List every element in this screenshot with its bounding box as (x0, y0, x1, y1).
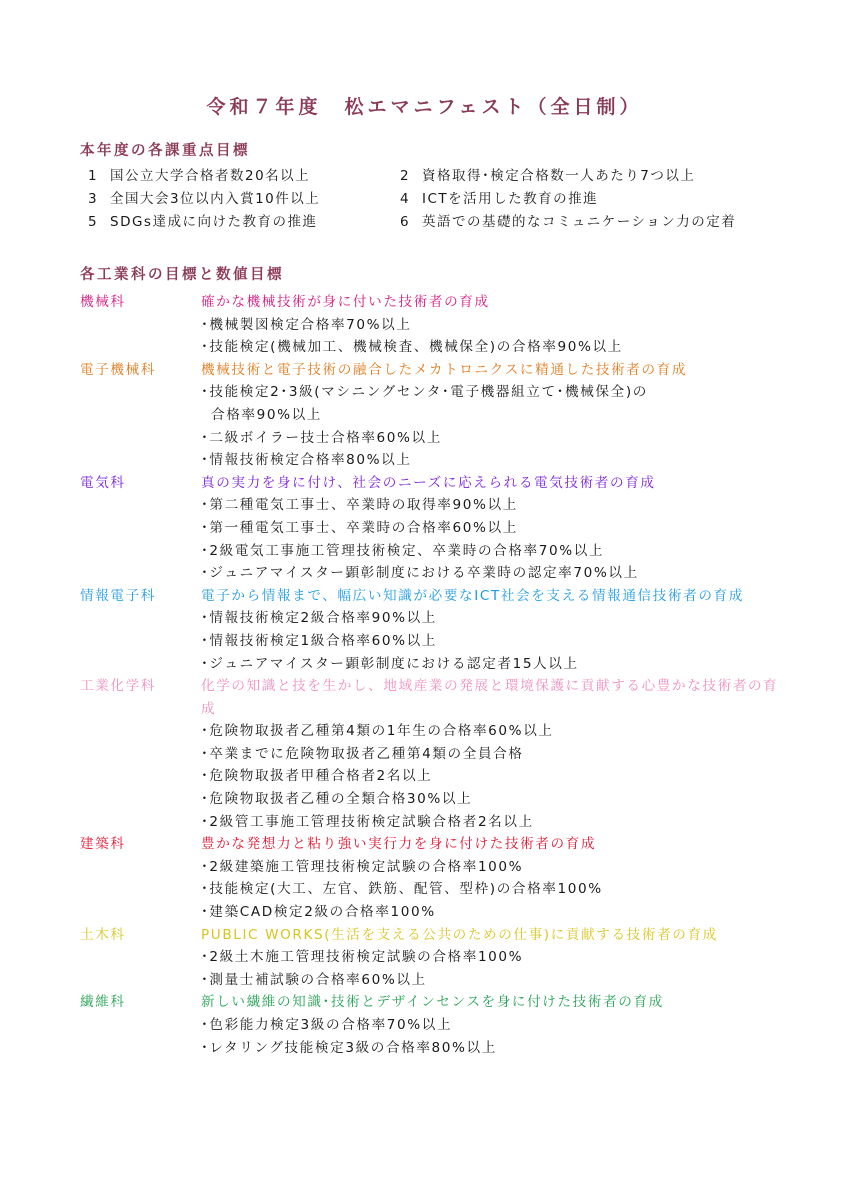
priority-text: 国公立大学合格者数20名以上 (110, 168, 311, 184)
target-item: ･ジュニアマイスター顕彰制度における認定者15人以上 (201, 655, 579, 672)
department-goal: 新しい繊維の知識･技術とデザインセンスを身に付けた技術者の育成 (201, 994, 664, 1011)
target-item: ･ジュニアマイスター顕彰制度における卒業時の認定率70%以上 (201, 565, 639, 582)
department-civil-engineering (80, 924, 780, 992)
department-goal: 電子から情報まで、幅広い知識が必要なICT社会を支える情報通信技術者の育成 (201, 587, 744, 604)
target-item: ･情報技術検定2級合格率90%以上 (201, 610, 437, 627)
department-textile (80, 991, 780, 1059)
target-item: ･危険物取扱者乙種第4類の1年生の合格率60%以上 (201, 723, 554, 740)
department-architecture (80, 833, 780, 923)
target-item: ･卒業までに危険物取扱者乙種第4類の全員合格 (201, 745, 524, 762)
priority-text: 資格取得･検定合格数一人あたり7つ以上 (422, 168, 696, 184)
target-item: ･色彩能力検定3級の合格率70%以上 (201, 1017, 453, 1033)
priority-item (400, 189, 760, 209)
target-item: ･2級管工事施工管理技術検定試験合格者2名以上 (201, 813, 534, 830)
priority-item (400, 166, 760, 186)
target-item: ･危険物取扱者乙種の全類合格30%以上 (201, 791, 473, 808)
department-electromechanical (80, 359, 780, 472)
department-goal: 化学の知識と技を生かし、地域産業の発展と環境保護に貢献する心豊かな技術者の育成 (201, 678, 779, 717)
target-item: ･第一種電気工事士、卒業時の合格率60%以上 (201, 519, 518, 536)
target-item: ･測量士補試験の合格率60%以上 (201, 971, 427, 988)
priority-text: ICTを活用した教育の推進 (422, 191, 599, 207)
priority-heading: 本年度の各課重点目標 (80, 143, 250, 159)
department-goal: 豊かな発想力と粘り強い実行力を身に付けた技術者の育成 (201, 836, 597, 853)
target-item: ･機械製図検定合格率70%以上 (201, 316, 412, 333)
target-item: ･情報技術検定1級合格率60%以上 (201, 632, 437, 649)
department-name: 情報電子科 (80, 587, 156, 604)
priority-item (400, 212, 760, 232)
department-name: 電子機械科 (80, 361, 156, 378)
department-goal: 機械技術と電子技術の融合したメカトロニクスに精通した技術者の育成 (201, 361, 688, 378)
priority-item (88, 189, 400, 209)
target-item: ･技能検定(大工、左官、鉄筋、配管、型枠)の合格率100% (201, 881, 603, 898)
department-name: 工業化学科 (80, 678, 156, 695)
priority-item (88, 166, 400, 186)
priority-number: 6 (400, 214, 411, 230)
priority-text: 全国大会3位以内入賞10件以上 (110, 191, 321, 207)
priority-text: 英語での基礎的なコミュニケーション力の定着 (422, 214, 737, 230)
target-item: ･建築CAD検定2級の合格率100% (201, 904, 436, 921)
department-goal: PUBLIC WORKS(生活を支える公共のための仕事)に貢献する技術者の育成 (201, 926, 718, 943)
target-item: ･危険物取扱者甲種合格者2名以上 (201, 768, 433, 785)
priority-number: 5 (88, 214, 99, 230)
department-goal: 確かな機械技術が身に付いた技術者の育成 (201, 294, 490, 310)
department-name: 土木科 (80, 926, 126, 943)
page-title: 令和７年度 松エマニフェスト（全日制） (206, 96, 643, 118)
priority-text: SDGs達成に向けた教育の推進 (110, 214, 318, 230)
department-industrial-chemistry (80, 675, 780, 833)
target-item: ･レタリング技能検定3級の合格率80%以上 (201, 1039, 497, 1056)
priority-number: 2 (400, 168, 411, 184)
department-name: 機械科 (80, 294, 126, 310)
target-item: ･2級土木施工管理技術検定試験の合格率100% (201, 949, 524, 966)
priority-item (88, 212, 400, 232)
priority-number: 3 (88, 191, 99, 207)
priority-number: 1 (88, 168, 99, 184)
department-mechanical (80, 291, 780, 359)
target-item: ･2級建築施工管理技術検定試験の合格率100% (201, 858, 524, 875)
target-item: ･情報技術検定合格率80%以上 (201, 452, 412, 469)
priority-number: 4 (400, 191, 411, 207)
priority-list (88, 166, 760, 232)
target-item: ･技能検定(機械加工、機械検査、機械保全)の合格率90%以上 (201, 339, 623, 356)
department-list (80, 291, 780, 1059)
department-information-electronics (80, 585, 780, 675)
target-item: ･技能検定2･3級(マシニングセンタ･電子機器組立て･機械保全)の (201, 384, 648, 401)
department-name: 電気科 (80, 474, 126, 491)
target-item: ･2級電気工事施工管理技術検定、卒業時の合格率70%以上 (201, 542, 605, 559)
department-electrical (80, 472, 780, 585)
target-item: 合格率90%以上 (211, 406, 322, 423)
department-heading: 各工業科の目標と数値目標 (80, 267, 284, 283)
department-name: 繊維科 (80, 994, 126, 1011)
department-goal: 真の実力を身に付け、社会のニーズに応えられる電気技術者の育成 (201, 474, 656, 491)
department-name: 建築科 (80, 836, 126, 853)
target-item: ･二級ボイラー技士合格率60%以上 (201, 429, 442, 446)
target-item: ･第二種電気工事士、卒業時の取得率90%以上 (201, 497, 518, 514)
